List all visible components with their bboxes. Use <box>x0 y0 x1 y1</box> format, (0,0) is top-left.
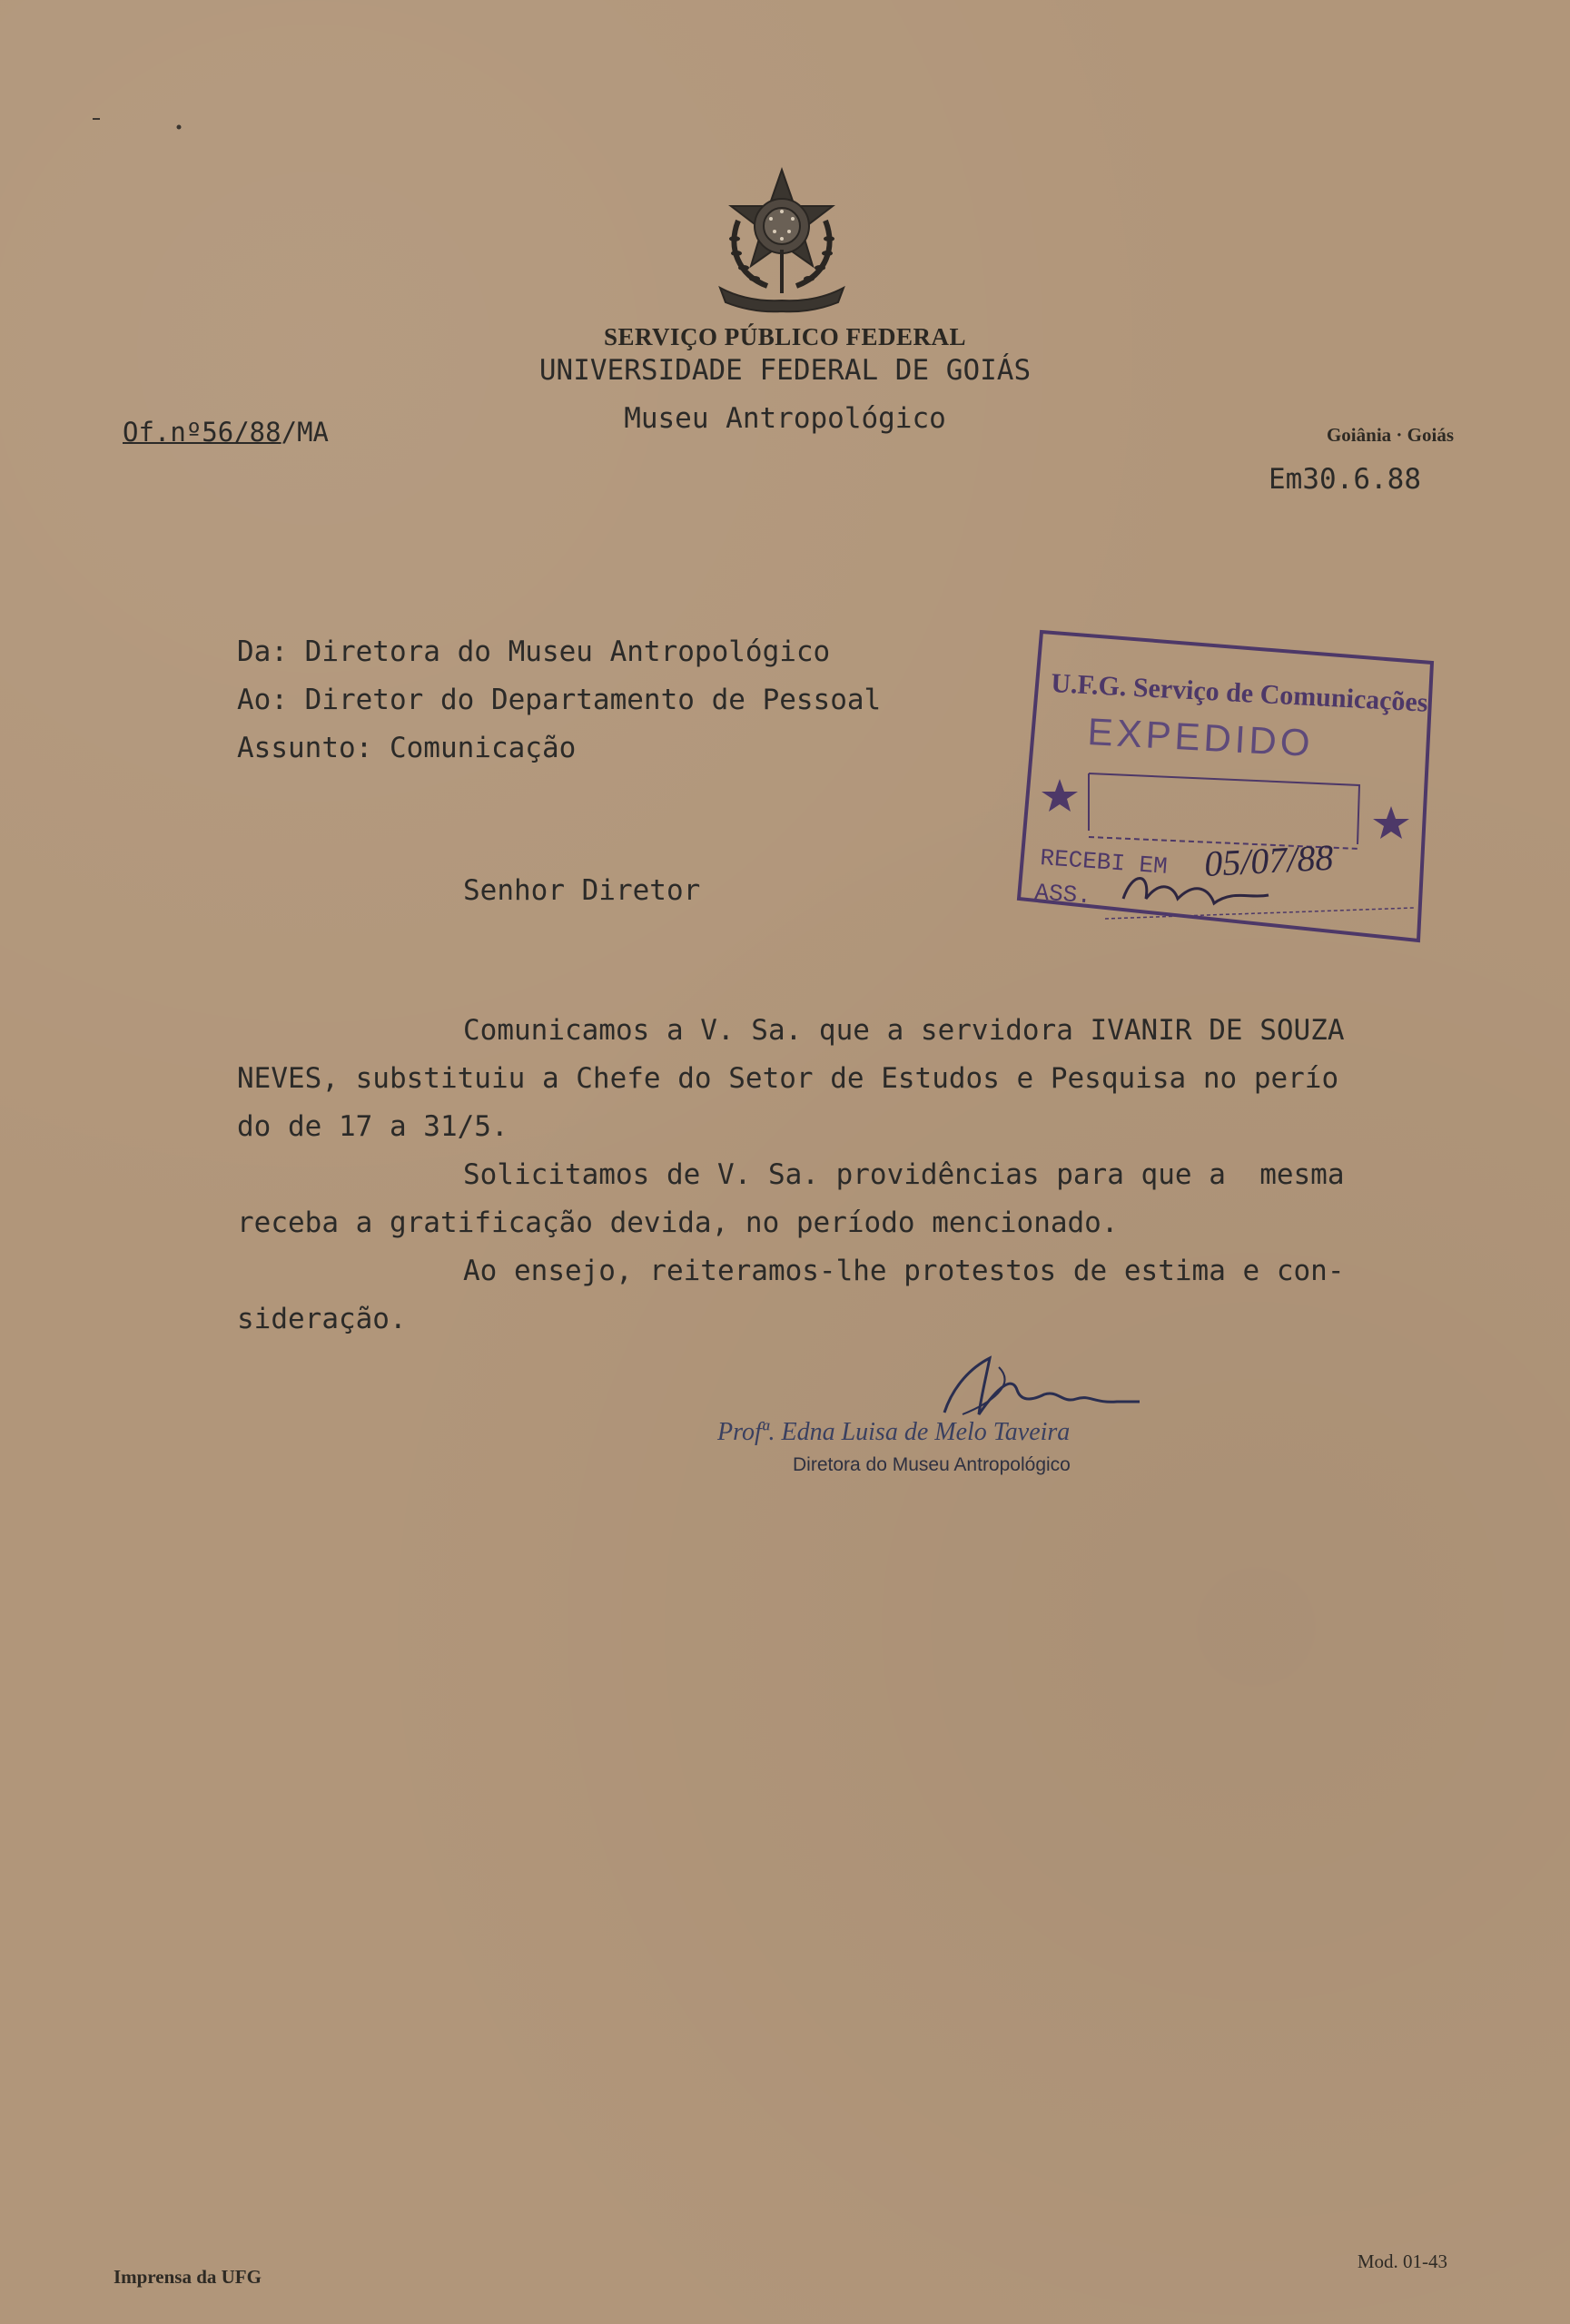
signatory-name: Profª. Edna Luisa de Melo Taveira <box>717 1418 1071 1446</box>
letterhead-service: SERVIÇO PÚBLICO FEDERAL <box>603 323 967 350</box>
stamp-line-1: U.F.G. Serviço de Comunicações <box>1050 668 1429 718</box>
city-label: Goiânia · Goiás <box>1326 424 1454 446</box>
from-line: Da: Diretora do Museu Antropológico <box>237 635 831 668</box>
stamp-received-date: 05/07/88 <box>1203 836 1335 884</box>
form-model-number: Mod. 01-43 <box>1357 2250 1447 2272</box>
body-line: sideração. <box>237 1303 407 1335</box>
brazil-coat-of-arms-icon <box>711 166 853 315</box>
stamp-received-label: RECEBI EM <box>1039 844 1169 881</box>
stamp-signature-scribble <box>1123 879 1269 904</box>
expedido-stamp <box>1014 626 1437 944</box>
salutation: Senhor Diretor <box>463 874 701 907</box>
stamp-signature-label: ASS. <box>1033 879 1092 911</box>
body-line: Solicitamos de V. Sa. providências para que a mesma <box>463 1158 1345 1191</box>
to-line: Ao: Diretor do Departamento de Pessoal <box>237 684 882 716</box>
office-number <box>123 417 329 448</box>
letter-date: Em30.6.88 <box>1269 463 1421 496</box>
star-icon <box>1042 779 1078 812</box>
stamp-line-2: EXPEDIDO <box>1086 710 1315 765</box>
office-number-prefix: Of.nº56/88 <box>123 417 281 448</box>
body-line: NEVES, substituiu a Chefe do Setor de Estudos e Pesquisa no perío <box>237 1062 1339 1095</box>
subject-line: Assunto: Comunicação <box>237 732 577 764</box>
office-number-suffix: /MA <box>281 417 329 448</box>
body-line: do de 17 a 31/5. <box>237 1110 509 1143</box>
letterhead-department: Museu Antropológico <box>624 402 946 435</box>
body-line: Ao ensejo, reiteramos-lhe protestos de estima e con- <box>463 1255 1345 1287</box>
body-line: receba a gratificação devida, no período mencionado. <box>237 1206 1119 1239</box>
signatory-title: Diretora do Museu Antropológico <box>793 1454 1071 1475</box>
margin-mark <box>93 114 183 133</box>
letterhead-university: UNIVERSIDADE FEDERAL DE GOIÁS <box>538 354 1032 387</box>
printer-label: Imprensa da UFG <box>114 2266 262 2288</box>
body-line: Comunicamos a V. Sa. que a servidora IVANIR DE SOUZA <box>463 1014 1345 1047</box>
star-icon <box>1373 806 1409 839</box>
